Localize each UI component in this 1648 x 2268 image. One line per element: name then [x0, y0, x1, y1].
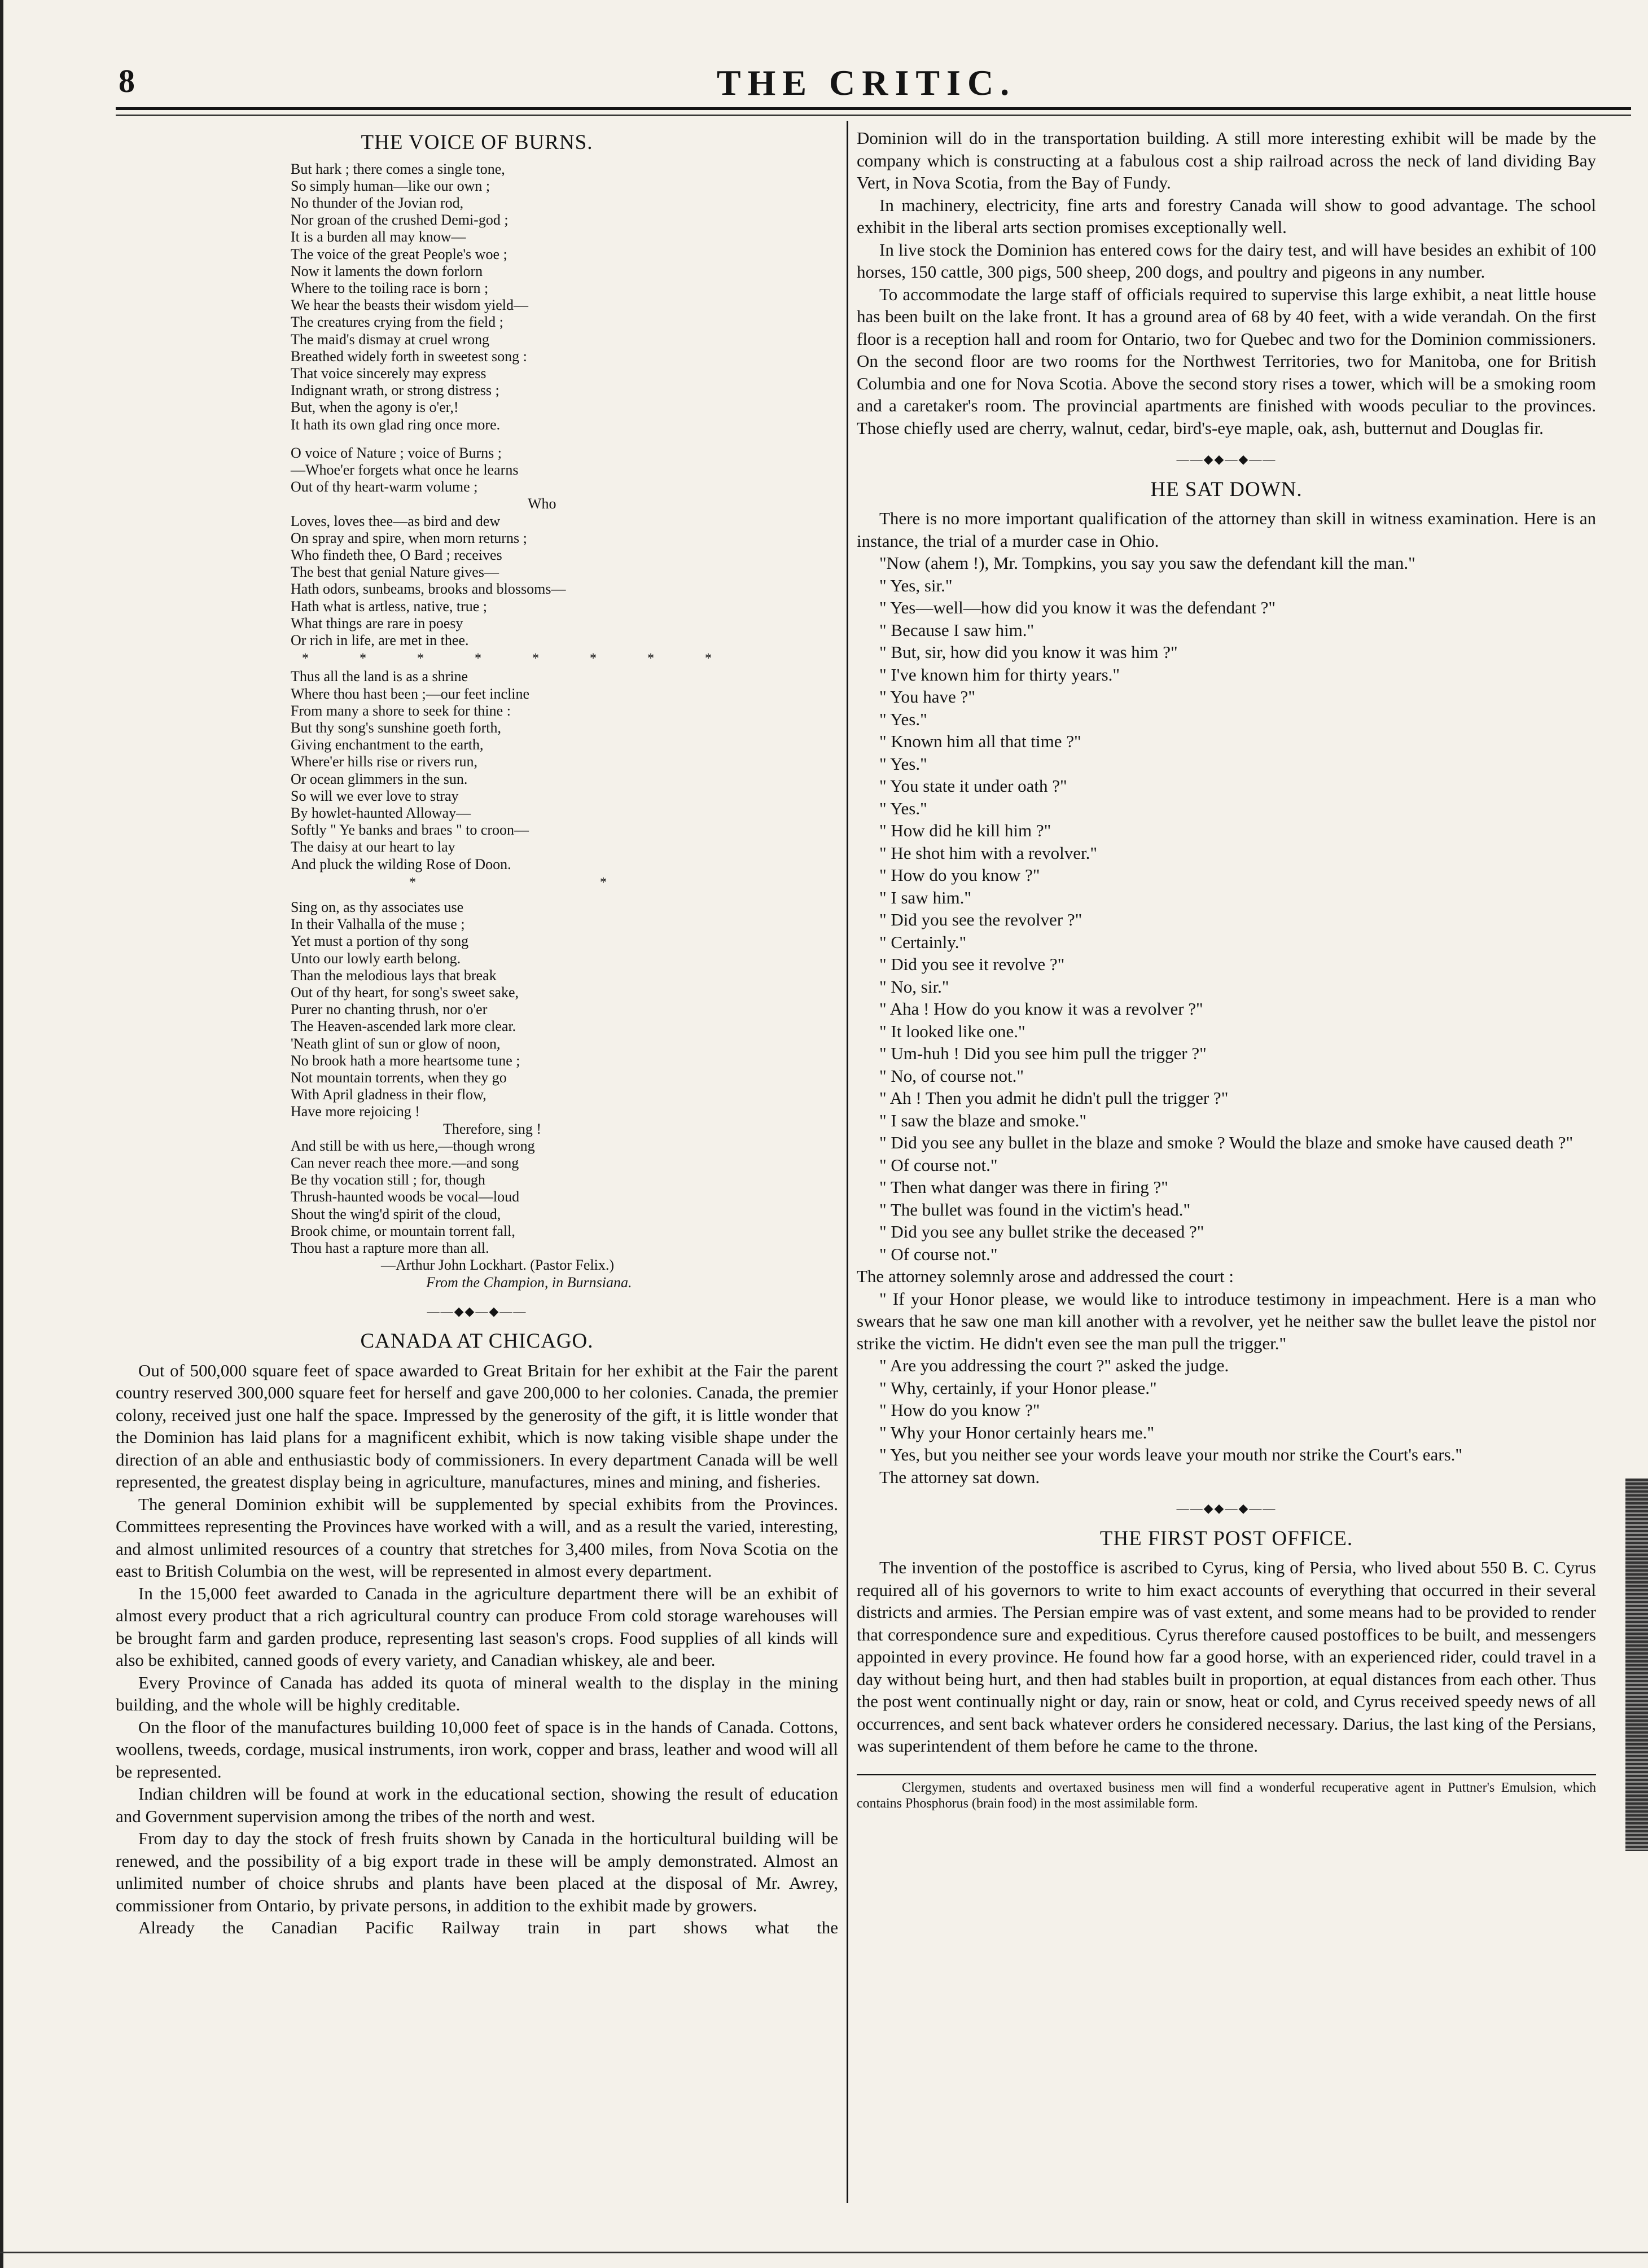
dialog-line: " Did you see the revolver ?": [879, 910, 1082, 929]
left-column: [116, 127, 838, 1939]
advertisement-note: Clergymen, students and overtaxed business men will find a wonderful recuperative agent in Puttner's Emulsion, which contains Phosphorus (brain food) in the most assimilable form.: [857, 1774, 1596, 1811]
poem-line: And pluck the wilding Rose of Doon.: [291, 856, 511, 872]
poem-stanza: [291, 161, 838, 433]
dialog-line: " Did you see any bullet in the blaze and smoke ? Would the blaze and smoke have caused death ?": [879, 1133, 1574, 1152]
poem-line: The creatures crying from the field ;: [291, 314, 503, 331]
poem-line: Be thy vocation still ; for, though: [291, 1172, 485, 1188]
dialog-line: " Did you see any bullet strike the deceased ?": [879, 1222, 1204, 1242]
bottom-rule: [0, 2252, 1648, 2253]
poem-line: Out of thy heart-warm volume ;: [291, 479, 478, 495]
dialog-line: " Yes.": [879, 753, 927, 774]
dialog-line: "Now (ahem !), Mr. Tompkins, you say you saw the defendant kill the man.": [879, 553, 1415, 573]
poem-line: No thunder of the Jovian rod,: [291, 194, 464, 211]
section-separator: ——◆◆—◆——: [1176, 1501, 1277, 1515]
dialog-line: " He shot him with a revolver.": [879, 843, 1098, 863]
article-paragraph: Out of 500,000 square feet of space awarded to Great Britain for her exhibit at the Fair the parent country reserved 300,000 square feet for herself and gave 200,000 to her colonies. Canada, the premier colony, received just one half the space. Impressed by the generosity of the gift, it is little wonder that the Dominion has laid plans for a magnificent exhibit, which is now taking visible shape under the direction of an able and enthusiastic body of commissioners. In every department Canada will be well represented, the greatest display being in agriculture, manufactures, mines and mining, and fisheries.: [116, 1360, 838, 1492]
dialog-line: " Ah ! Then you admit he didn't pull the trigger ?": [879, 1088, 1229, 1108]
poem-stanza: [291, 445, 838, 649]
poem-line: Shout the wing'd spirit of the cloud,: [291, 1205, 501, 1222]
poem-title: THE VOICE OF BURNS.: [361, 131, 593, 154]
poem-line: The best that genial Nature gives—: [291, 564, 499, 581]
dialog-line: " Of course not.": [879, 1244, 998, 1264]
dialog-line: The attorney sat down.: [879, 1467, 1040, 1487]
poem-line: Breathed widely forth in sweetest song :: [291, 348, 527, 365]
poem-line: Who: [528, 495, 556, 512]
article-paragraph: Already the Canadian Pacific Railway train in part shows what the: [138, 1918, 838, 1938]
poem-line: With April gladness in their flow,: [291, 1086, 486, 1103]
poem-line: Have more rejoicing !: [291, 1103, 420, 1120]
poem-line: And still be with us here,—though wrong: [291, 1137, 535, 1154]
page-edge-left: [0, 0, 8, 2268]
poem-line: —Whoe'er forgets what once he learns: [291, 461, 519, 478]
poem-line: On spray and spire, when morn returns ;: [291, 529, 527, 546]
newspaper-title: THE CRITIC.: [716, 63, 1016, 103]
dialog-line: " Did you see it revolve ?": [879, 954, 1065, 974]
poem-line: Where'er hills rise or rivers run,: [291, 753, 478, 770]
poem-line: Than the melodious lays that break: [291, 967, 497, 984]
poem-line: Not mountain torrents, when they go: [291, 1069, 507, 1086]
article-paragraph: There is no more important qualification of the attorney than skill in witness examination. Here is an instance, the trial of a murder case in Ohio.: [857, 508, 1596, 551]
dialog-line: " Yes, but you neither see your words leave your mouth nor strike the Court's ears.": [879, 1445, 1463, 1464]
poem-line: Hath what is artless, native, true ;: [291, 598, 488, 615]
poem-line: Giving enchantment to the earth,: [291, 736, 484, 753]
poem-line: From many a shore to seek for thine :: [291, 702, 511, 719]
column-divider: [847, 121, 848, 2203]
poem-line: The Heaven-ascended lark more clear.: [291, 1018, 516, 1035]
masthead-rule: [116, 107, 1631, 110]
masthead-rule-thin: [116, 115, 1631, 116]
dialog-line: " Why your Honor certainly hears me.": [879, 1422, 1155, 1442]
dialog-line: " I saw him.": [879, 887, 972, 907]
dialog-line: " Because I saw him.": [879, 620, 1035, 640]
poem-line: Brook chime, or mountain torrent fall,: [291, 1222, 515, 1239]
masthead: [119, 62, 1614, 107]
poem-source: From the Champion, in Burnsiana.: [426, 1274, 632, 1291]
poem-line: Or ocean glimmers in the sun.: [291, 770, 468, 787]
poem-line: That voice sincerely may express: [291, 365, 486, 381]
dialog-line: " How do you know ?": [879, 865, 1040, 885]
poem-line: Hath odors, sunbeams, brooks and blossoms—: [291, 581, 566, 598]
poem-line: But thy song's sunshine goeth forth,: [291, 720, 502, 736]
poem-body: [291, 161, 838, 1291]
dialog-line: " If your Honor please, we would like to introduce testimony in impeachment. Here is a man who swears that he saw one man kill another with a revolver, yet he neither saw the bullet leave the pistol nor strike the victim. He didn't even see the man pull the trigger.": [857, 1288, 1596, 1353]
article-title-he-sat-down: HE SAT DOWN.: [1150, 477, 1303, 501]
poem-line: What things are rare in poesy: [291, 615, 463, 631]
dialog-line: " I've known him for thirty years.": [879, 664, 1120, 685]
article-paragraph: To accommodate the large staff of officials required to supervise this large exhibit, a neat little house has been built on the lake front. It has a ground area of 68 by 40 feet, with a wide verandah. On the first floor is a reception hall and room for Ontario, two for Quebec and two for the Dominion commissioners. On the second floor are two rooms for the Northwest Territories, two for Manitoba, one for British Columbia and one for Nova Scotia. Above the second story rises a tower, which will be a smoking room and a caretaker's room. The provincial apartments are finished with woods peculiar to the provinces. Those chiefly used are cherry, walnut, cedar, bird's-eye maple, oak, ash, butternut and Douglas fir.: [857, 284, 1596, 438]
poem-line: It hath its own glad ring once more.: [291, 416, 501, 433]
dialog-line: " Then what danger was there in firing ?": [879, 1177, 1168, 1197]
article-paragraph: The attorney solemnly arose and addressed the court :: [857, 1266, 1234, 1286]
poem-line: The daisy at our heart to lay: [291, 839, 455, 856]
dialog-line: " Yes, sir.": [879, 575, 953, 595]
poem-line: Thrush-haunted woods be vocal—loud: [291, 1188, 520, 1205]
article-paragraph: In the 15,000 feet awarded to Canada in the agriculture department there will be an exhibit of almost every product that a rich agricultural country can produce From cold storage warehouses will be brought farm and garden produce, representing last season's crops. Food supplies of all kinds will also be exhibited, canned goods of every variety, and Canadian whiskey, ale and beer.: [116, 1583, 838, 1670]
dialog-line: " Of course not.": [879, 1155, 998, 1175]
poem-line: Loves, loves thee—as bird and dew: [291, 512, 501, 529]
dialog-line: " Yes—well—how did you know it was the defendant ?": [879, 598, 1276, 617]
poem-line: Unto our lowly earth belong.: [291, 950, 461, 967]
poem-line: Yet must a portion of thy song: [291, 933, 469, 950]
poem-line: 'Neath glint of sun or glow of noon,: [291, 1035, 501, 1052]
poem-line: By howlet-haunted Alloway—: [291, 805, 471, 822]
poem-line: Or rich in life, are met in thee.: [291, 631, 469, 648]
page-number: 8: [119, 63, 135, 99]
article-title-post-office: THE FIRST POST OFFICE.: [1099, 1526, 1353, 1550]
poem-line: Thou hast a rapture more than all.: [291, 1240, 489, 1257]
article-paragraph: On the floor of the manufactures building 10,000 feet of space is in the hands of Canada. Cottons, woollens, tweeds, cordage, musical instruments, iron work, copper and brass, leather and wood will all be represented.: [116, 1717, 838, 1782]
dialog-line: " Certainly.": [879, 932, 967, 952]
poem-line: Can never reach thee more.—and song: [291, 1155, 519, 1172]
poem-line: Thus all the land is as a shrine: [291, 668, 468, 685]
dialog-line: " How did he kill him ?": [879, 821, 1051, 840]
dialog-line: " Yes.": [879, 709, 927, 729]
poem-line: O voice of Nature ; voice of Burns ;: [291, 444, 502, 461]
dialog-line: " Are you addressing the court ?" asked the judge.: [879, 1355, 1229, 1375]
poem-line: Now it laments the down forlorn: [291, 262, 483, 279]
poem-line: Sing on, as thy associates use: [291, 899, 464, 916]
article-paragraph: Every Province of Canada has added its quota of mineral wealth to the display in the mining building, and the whole will be highly creditable.: [116, 1672, 838, 1715]
article-title-canada: CANADA AT CHICAGO.: [360, 1330, 594, 1353]
poem-line: So will we ever love to stray: [291, 787, 459, 804]
poem-stars-pair: * *: [409, 875, 697, 890]
dialog-line: " It looked like one.": [879, 1021, 1025, 1041]
section-separator: ——◆◆—◆——: [1176, 452, 1277, 466]
article-paragraph: In machinery, electricity, fine arts and forestry Canada will show to good advantage. The school exhibit in the liberal arts section promises exceptionally well.: [857, 195, 1596, 237]
dialog-line: " The bullet was found in the victim's head.": [879, 1199, 1191, 1219]
poem-line: But hark ; there comes a single tone,: [291, 160, 505, 177]
poem-attribution: —Arthur John Lockhart. (Pastor Felix.): [381, 1257, 615, 1274]
poem-line: It is a burden all may know—: [291, 229, 466, 245]
poem-line: Indignant wrath, or strong distress ;: [291, 382, 499, 399]
poem-line: No brook hath a more heartsome tune ;: [291, 1052, 520, 1069]
poem-line: Where to the toiling race is born ;: [291, 279, 489, 296]
dialog-line: " No, of course not.": [879, 1065, 1024, 1086]
article-paragraph: The general Dominion exhibit will be supplemented by special exhibits from the Provinces. Committees representing the Provinces have worked with a will, and as a result the varied, interesting, and almost unlimited resources of a country that stretches for 3,400 miles, from Nova Scotia on the east to British Columbia on the west, will be represented in almost every department.: [116, 1494, 838, 1581]
poem-line: The maid's dismay at cruel wrong: [291, 331, 489, 348]
poem-line: Softly " Ye banks and braes " to croon—: [291, 822, 529, 839]
poem-line: Where thou hast been ;—our feet incline: [291, 685, 530, 702]
dialog-line: " You have ?": [879, 687, 975, 707]
poem-line: Out of thy heart, for song's sweet sake,: [291, 984, 519, 1001]
poem-stanza: [291, 899, 838, 1257]
poem-line: Therefore, sing !: [443, 1120, 541, 1137]
dialog-line: " Aha ! How do you know it was a revolver ?": [879, 999, 1203, 1019]
dialog-line: " Yes.": [879, 798, 927, 818]
poem-stanza: [291, 668, 838, 872]
dialog-line: " You state it under oath ?": [879, 776, 1067, 796]
dialog-line: " Um-huh ! Did you see him pull the trigger ?": [879, 1043, 1207, 1063]
poem-line: But, when the agony is o'er,!: [291, 399, 459, 416]
poem-line: So simply human—like our own ;: [291, 177, 490, 194]
article-paragraph: From day to day the stock of fresh fruits shown by Canada in the horticultural building will be renewed, and the possibility of a big export trade in these will be amply demonstrated. Almost an unlimited number of choice shrubs and plants have been placed at the disposal of Mr. Awrey, commissioner from Ontario, by private persons, in addition to the exhibit made by growers.: [116, 1828, 838, 1915]
dialog-line: " I saw the blaze and smoke.": [879, 1110, 1087, 1130]
poem-line: Who findeth thee, O Bard ; receives: [291, 546, 502, 563]
poem-line: The voice of the great People's woe ;: [291, 245, 507, 262]
dialog-line: " Known him all that time ?": [879, 731, 1081, 751]
article-paragraph: The invention of the postoffice is ascribed to Cyrus, king of Persia, who lived about 550 B. C. Cyrus required all of his governors to write to him exact accounts of everything that occurred in their several districts and armies. The Persian empire was of vast extent, and some means had to be provided to render that correspondence sure and expeditious. Cyrus therefore caused postoffices to be built, and messengers appointed in every province. He found how far a good horse, with an experienced rider, could travel in a day without being hurt, and then had stables built in proportion, at equal distances from each other. Thus the post went continually night or day, rain or snow, heat or cold, and Cyrus received speedy news of all occurrences, and sent back whatever orders he considered necessary. Darius, the last king of the Persians, was superintendent of them before he came to the throne.: [857, 1558, 1596, 1756]
poem-stars-divider: * * * * * * * *: [302, 651, 735, 666]
dialog-line: " How do you know ?": [879, 1400, 1040, 1420]
page-edge-right: [1625, 1479, 1648, 1851]
poem-line: Nor groan of the crushed Demi-god ;: [291, 212, 509, 229]
dialog-body: [857, 507, 1596, 1488]
poem-line: Purer no chanting thrush, nor o'er: [291, 1001, 488, 1018]
dialog-line: " Why, certainly, if your Honor please.": [879, 1378, 1157, 1398]
dialog-line: " No, sir.": [879, 976, 949, 997]
article-paragraph: Indian children will be found at work in the educational section, showing the result of education and Government supervision among the tribes of the north and west.: [116, 1784, 838, 1826]
poem-line: We hear the beasts their wisdom yield—: [291, 297, 529, 314]
poem-line: In their Valhalla of the muse ;: [291, 916, 465, 933]
article-paragraph: Dominion will do in the transportation building. A still more interesting exhibit will be made by the company which is constructing at a fabulous cost a ship railroad across the neck of land dividing Bay Vert, in Nova Scotia, from the Bay of Fundy.: [857, 128, 1596, 192]
right-column: [857, 127, 1596, 1811]
section-separator: ——◆◆—◆——: [427, 1304, 527, 1318]
article-paragraph: In live stock the Dominion has entered cows for the dairy test, and will have besides an exhibit of 100 horses, 150 cattle, 300 pigs, 500 sheep, 200 dogs, and poultry and pigeons in any number.: [857, 239, 1596, 282]
dialog-line: " But, sir, how did you know it was him ?": [879, 642, 1178, 662]
